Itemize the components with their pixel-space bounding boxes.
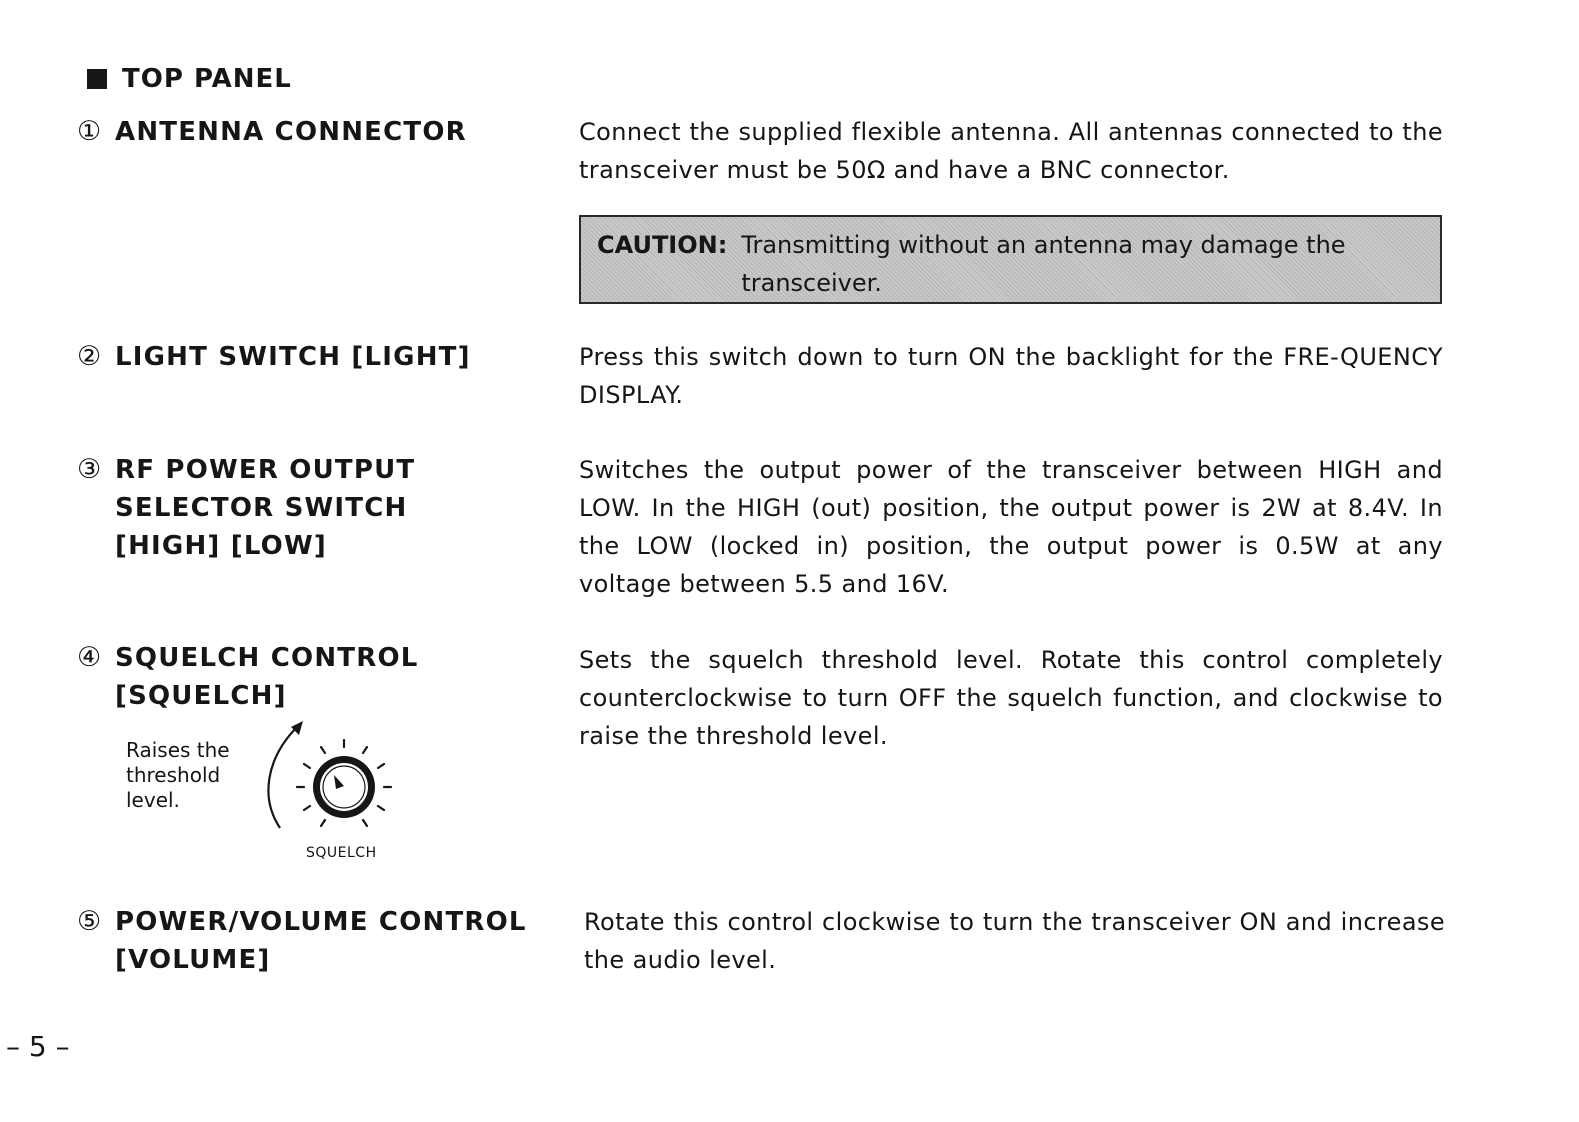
squelch-knob-label: SQUELCH: [306, 845, 377, 861]
item-description-light-switch: [579, 338, 1443, 414]
item-description-power-volume-control: [584, 903, 1445, 979]
item-title-rf-power-selector: [77, 451, 415, 565]
item-title-squelch-control: [77, 639, 419, 715]
item-number: ②: [77, 341, 103, 372]
item-title-light-switch: [77, 338, 471, 376]
item-number: ①: [77, 116, 103, 147]
item-title-line: SELECTOR SWITCH: [115, 493, 408, 523]
item-number: ④: [77, 642, 103, 673]
item-description-rf-power-selector: [579, 451, 1443, 603]
page-number: – 5 –: [6, 1030, 70, 1063]
item-description-antenna-connector: [579, 113, 1443, 189]
description-text: Connect the supplied flexible antenna. All antennas connected to the transceiver must be 50Ω and have a BNC connector.: [579, 118, 1443, 184]
item-title-line: ANTENNA CONNECTOR: [115, 117, 467, 147]
item-title-line: RF POWER OUTPUT: [115, 455, 416, 485]
square-bullet-icon: [87, 69, 107, 89]
item-title-antenna-connector: [77, 113, 467, 151]
item-title-line: [HIGH] [LOW]: [115, 531, 327, 561]
caution-box: [579, 215, 1442, 304]
squelch-knob-icon: [258, 718, 408, 843]
item-description-squelch-control: [579, 641, 1443, 755]
section-header: [87, 64, 292, 94]
description-text: Press this switch down to turn ON the backlight for the FRE-QUENCY DISPLAY.: [579, 343, 1443, 409]
item-title-line: LIGHT SWITCH [LIGHT]: [115, 342, 471, 372]
item-number: ③: [77, 454, 103, 485]
item-number: ⑤: [77, 906, 103, 937]
section-title: TOP PANEL: [122, 64, 292, 94]
item-title-power-volume-control: [77, 903, 527, 979]
caution-label: CAUTION:: [597, 231, 728, 259]
description-text: Sets the squelch threshold level. Rotate this control completely counterclockwise to turn OFF the squelch function, and clockwise to raise the threshold level.: [579, 646, 1443, 750]
item-title-line: SQUELCH CONTROL: [115, 643, 419, 673]
item-title-line: [SQUELCH]: [115, 681, 287, 711]
description-text: Rotate this control clockwise to turn the transceiver ON and increase the audio level.: [584, 908, 1445, 974]
description-text: Switches the output power of the transceiver between HIGH and LOW. In the HIGH (out) position, the output power is 2W at 8.4V. In the LOW (locked in) position, the output power is 0.5W at any voltage between 5.5 and 16V.: [579, 456, 1443, 598]
squelch-figure-caption: Raises the threshold level.: [126, 738, 230, 812]
item-title-line: POWER/VOLUME CONTROL: [115, 907, 527, 937]
caution-text: Transmitting without an antenna may damage the transceiver.: [741, 231, 1346, 297]
item-title-line: [VOLUME]: [115, 945, 271, 975]
